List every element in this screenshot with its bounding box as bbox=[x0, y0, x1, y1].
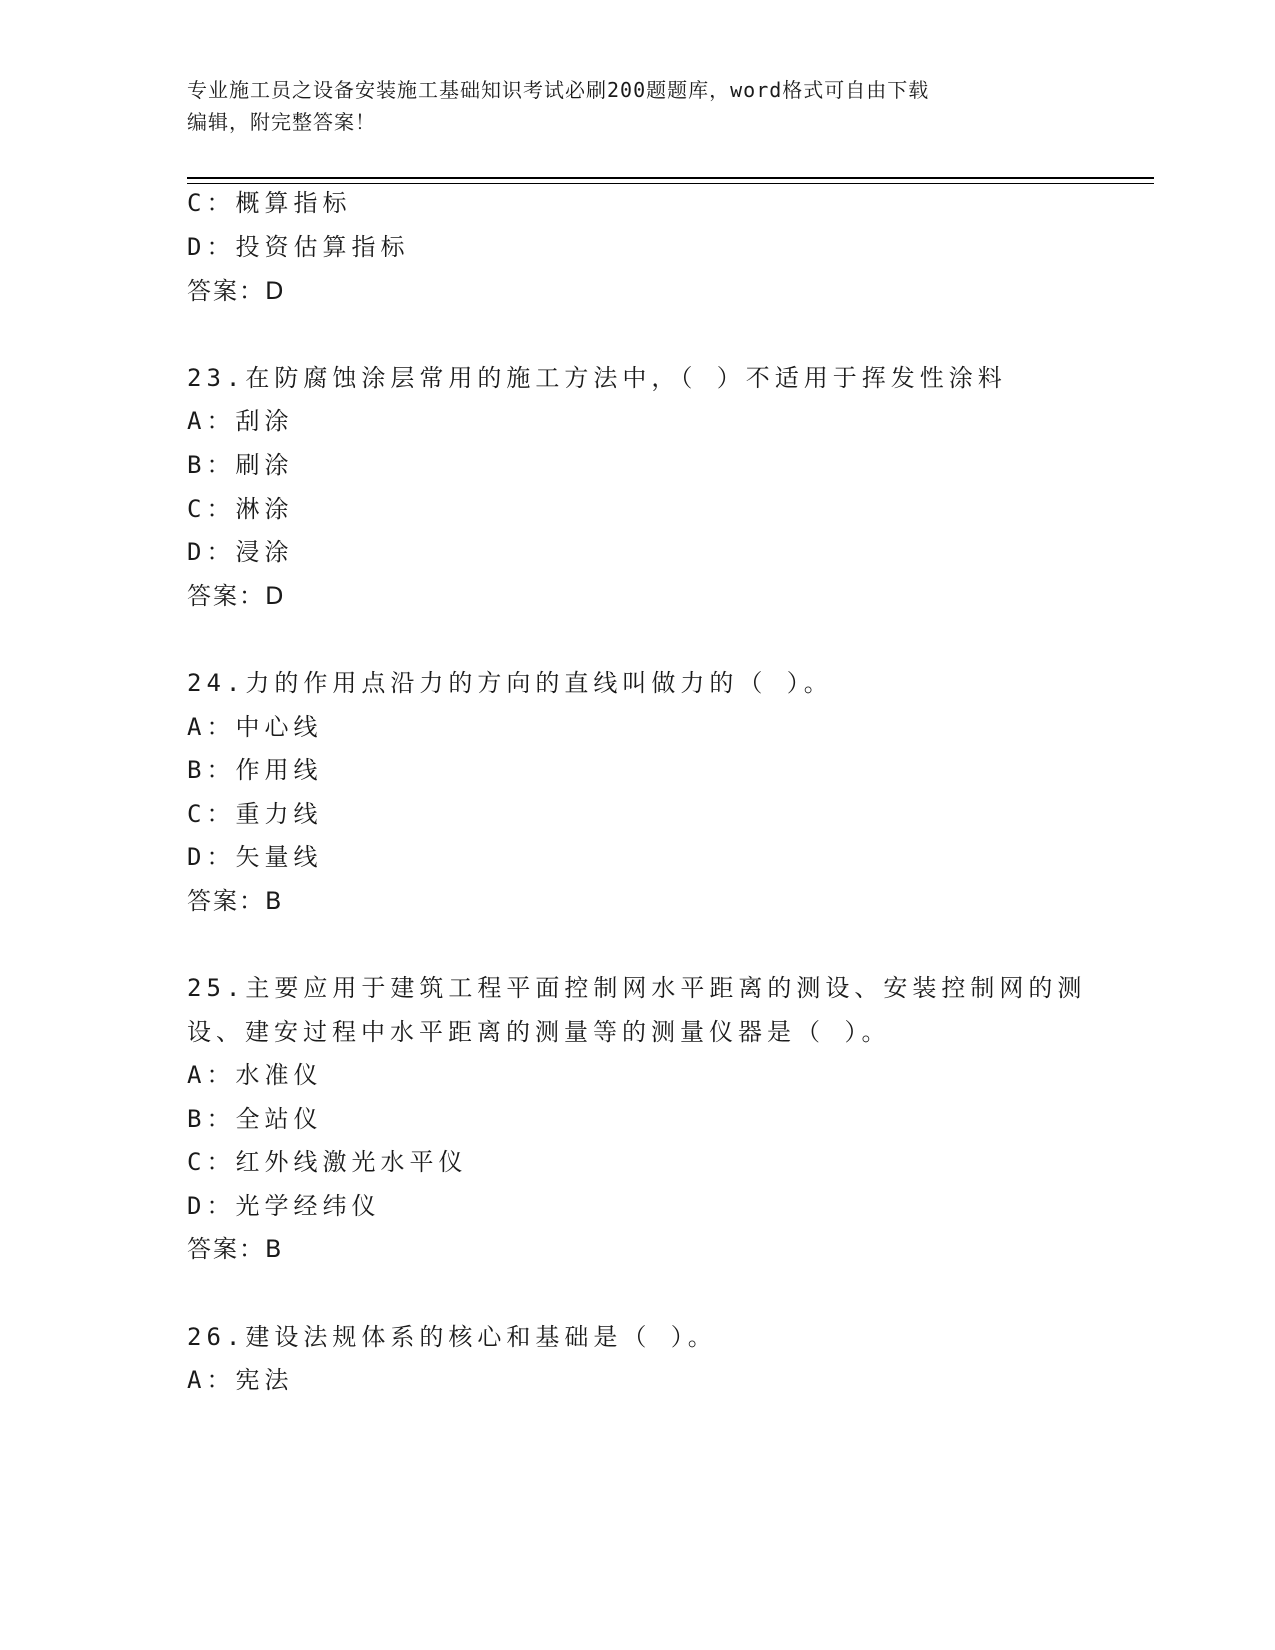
q23-option-c: C：淋涂 bbox=[187, 495, 294, 523]
q24-answer: 答案：B bbox=[187, 887, 284, 915]
q25-option-a: A：水准仪 bbox=[187, 1061, 323, 1089]
q22-option-c: C：概算指标 bbox=[187, 189, 352, 217]
q23-option-d: D：浸涂 bbox=[187, 538, 294, 566]
document-header bbox=[187, 74, 1087, 138]
q26-question: 26.建设法规体系的核心和基础是（ ）。 bbox=[187, 1323, 717, 1351]
q25-answer: 答案：B bbox=[187, 1235, 284, 1263]
header-divider-thin bbox=[187, 183, 1154, 184]
q25-option-d: D：光学经纬仪 bbox=[187, 1192, 381, 1220]
q24-option-d: D：矢量线 bbox=[187, 843, 323, 871]
q25-option-b: B：全站仪 bbox=[187, 1105, 323, 1133]
header-divider-thick bbox=[187, 177, 1154, 179]
q24-question: 24.力的作用点沿力的方向的直线叫做力的（ ）。 bbox=[187, 669, 833, 697]
q22-option-d: D：投资估算指标 bbox=[187, 233, 410, 261]
q22-answer: 答案：D bbox=[187, 277, 286, 305]
header-title-line-1: 专业施工员之设备安装施工基础知识考试必刷200题题库，word格式可自由下载 bbox=[187, 78, 930, 102]
q25-option-c: C：红外线激光水平仪 bbox=[187, 1148, 468, 1176]
q24-option-b: B：作用线 bbox=[187, 756, 323, 784]
q24-option-c: C：重力线 bbox=[187, 800, 323, 828]
q23-question: 23.在防腐蚀涂层常用的施工方法中，（ ）不适用于挥发性涂料 bbox=[187, 364, 1007, 392]
q25-question-line-2: 设、建安过程中水平距离的测量等的测量仪器是（ ）。 bbox=[187, 1018, 891, 1046]
header-title-line-2: 编辑，附完整答案！ bbox=[187, 110, 376, 134]
q23-option-a: A：刮涂 bbox=[187, 407, 294, 435]
q23-option-b: B：刷涂 bbox=[187, 451, 294, 479]
q24-option-a: A：中心线 bbox=[187, 713, 323, 741]
q25-question-line-1: 25.主要应用于建筑工程平面控制网水平距离的测设、安装控制网的测 bbox=[187, 974, 1087, 1002]
q26-option-a: A：宪法 bbox=[187, 1366, 294, 1394]
q23-answer: 答案：D bbox=[187, 582, 286, 610]
